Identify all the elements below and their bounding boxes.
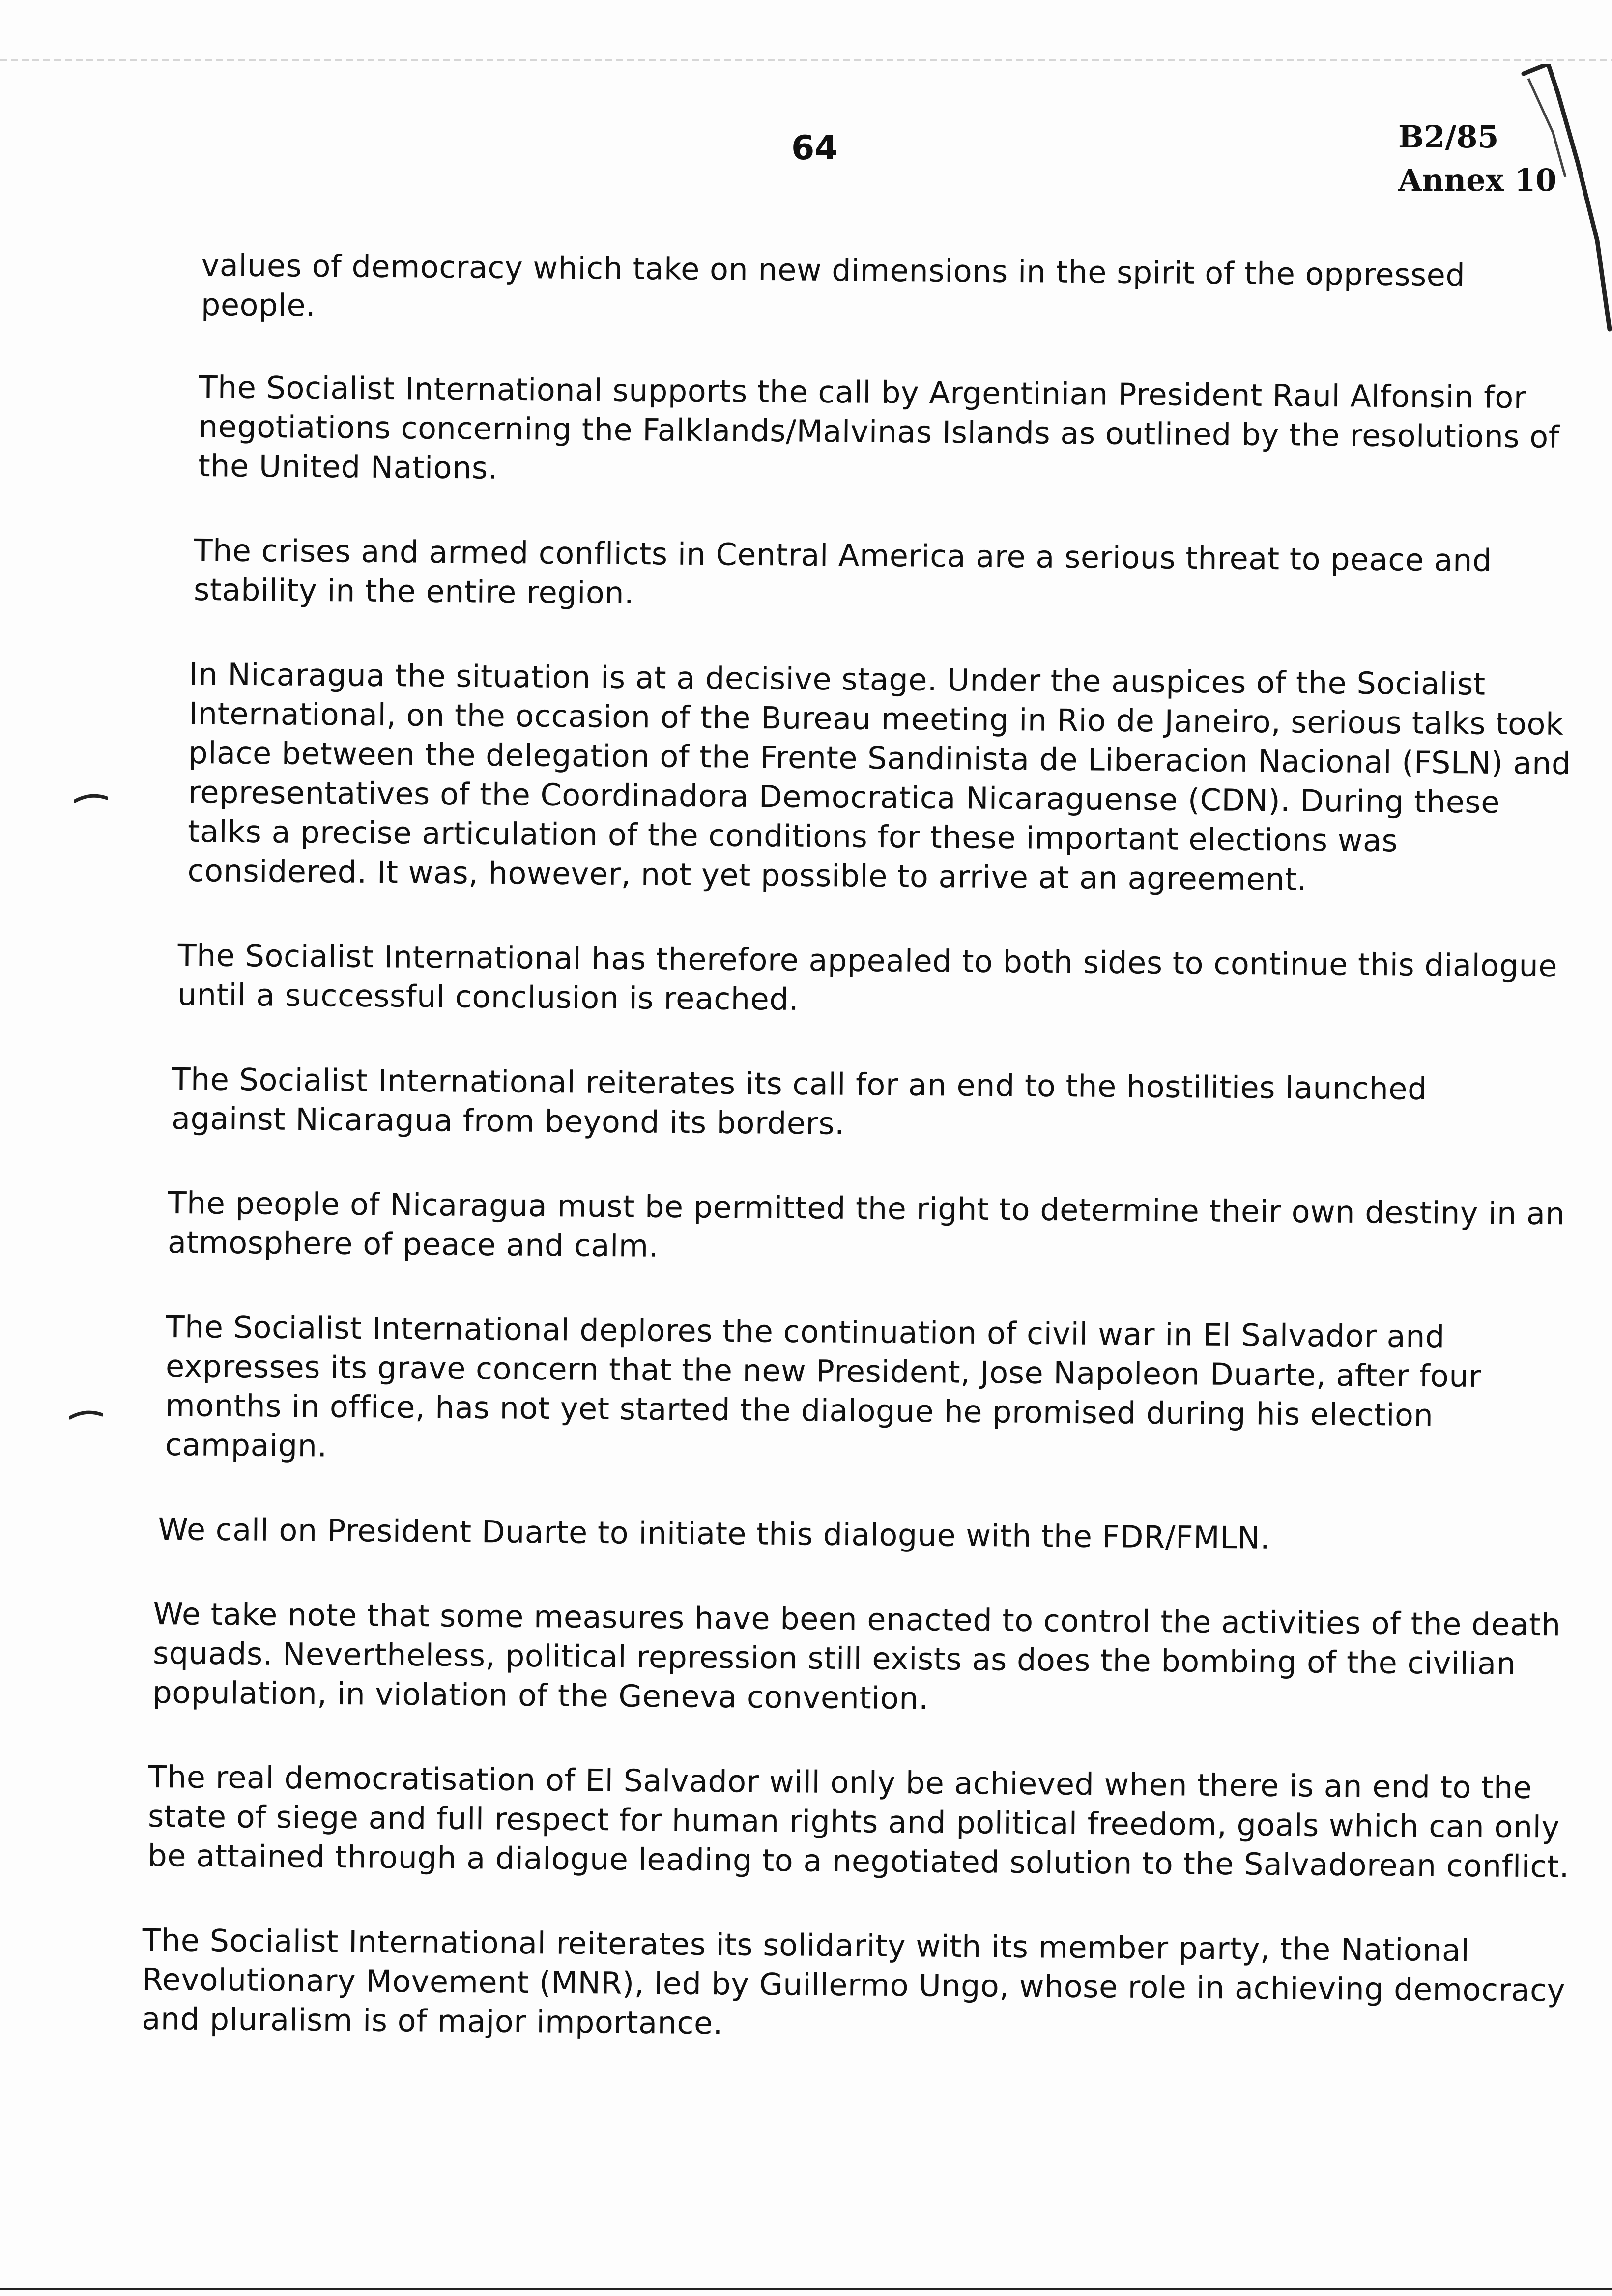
paragraph: The real democratisation of El Salvador will only be achieved when there is an end to the state of siege and full respect for human rights and political freedom, goals which can only be attained through a dialogue leading to a negotiated solution to the Salvadorean conflict. [147, 1759, 1570, 1885]
paragraph: The Socialist International supports the call by Argentinian President Raul Alfonsin for negotiations concerning the Falklands/Malvinas Islands as outlined by the resolutions of the United Nations. [198, 369, 1560, 486]
annex-label: Annex 10 [1398, 162, 1557, 198]
paragraph: The Socialist International deplores the continuation of civil war in El Salvador and expresses its grave concern that the new President, Jose Napoleon Duarte, after four months in office, has not yet started the dialogue he promised during his election campaign. [165, 1309, 1482, 1464]
body-text [142, 246, 1573, 2084]
page-number: 64 [791, 129, 838, 168]
margin-mark [69, 1408, 103, 1420]
paragraph: The Socialist International reiterates its solidarity with its member party, the National Revolutionary Movement (MNR), led by Guillermo Ungo, whose role in achieving democracy and pluralism is of major importance. [142, 1922, 1566, 2041]
scan-edge-artifact [0, 59, 1612, 61]
paragraph: We call on President Duarte to initiate this dialogue with the FDR/FMLN. [158, 1511, 1270, 1556]
reference-code: B2/85 [1398, 119, 1499, 155]
paragraph: The crises and armed conflicts in Central America are a serious threat to peace and stability in the entire region. [193, 532, 1493, 611]
paragraph: The people of Nicaragua must be permitted the right to determine their own destiny in an atmosphere of peace and calm. [167, 1185, 1565, 1264]
paragraph: values of democracy which take on new dimensions in the spirit of the oppressed people. [201, 247, 1466, 323]
paragraph: The Socialist International has therefore appealed to both sides to continue this dialogue until a successful conclusion is reached. [177, 937, 1558, 1017]
paragraph: In Nicaragua the situation is at a decisive stage. Under the auspices of the Socialist International, on the occasion of the Bureau meeting in Rio de Janeiro, serious talks took place between the delegation of the Frente Sandinista de Liberacion Nacional (FSLN) and representatives of the Coordinadora Democratica Nicaraguense (CDN). During these talks a precise articulation of the conditions for these important elections was considered. It was, however, not yet possible to arrive at an agreement. [187, 656, 1572, 897]
paragraph: The Socialist International reiterates its call for an end to the hostilities launched against Nicaragua from beyond its borders. [171, 1061, 1428, 1142]
bottom-rule [0, 2288, 1612, 2290]
margin-mark [74, 791, 108, 803]
paragraph: We take note that some measures have been enacted to control the activities of the death squads. Nevertheless, political repression still exists as does the bombing of the civilian population, in violation of the Geneva convention. [152, 1596, 1561, 1717]
